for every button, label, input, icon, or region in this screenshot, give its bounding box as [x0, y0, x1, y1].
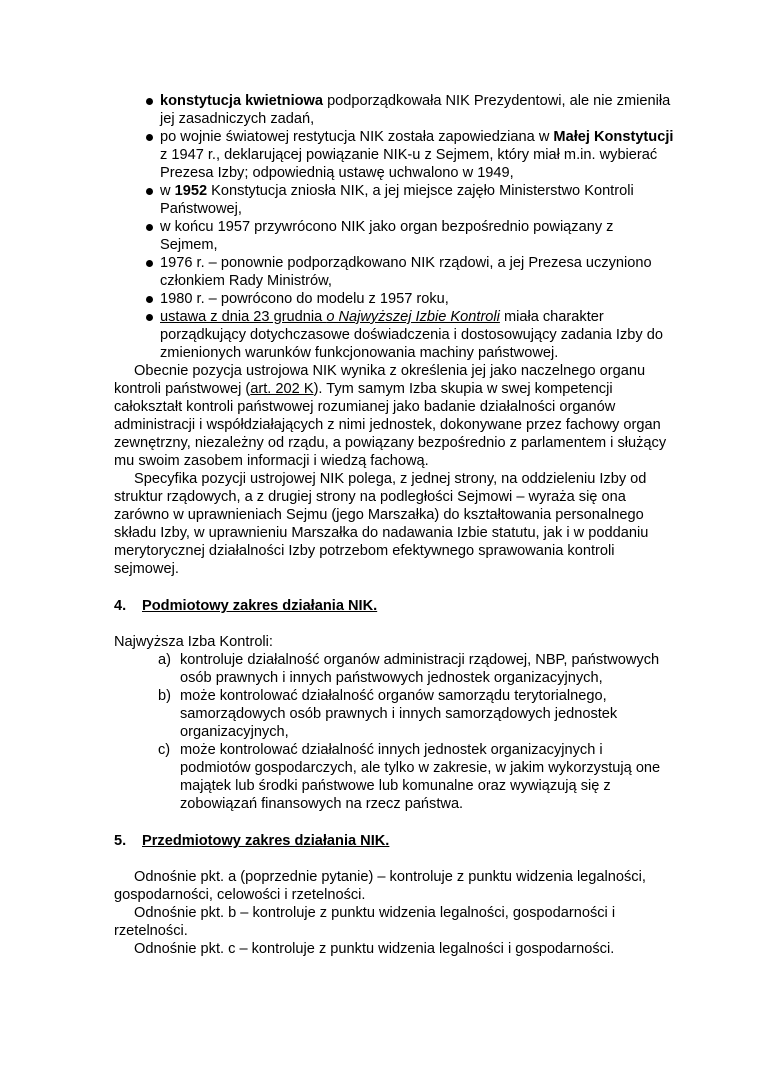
list-item	[148, 92, 674, 128]
list-item	[148, 308, 674, 362]
statute-link[interactable]	[160, 309, 500, 325]
list-item	[148, 128, 674, 182]
page-content	[114, 92, 674, 958]
list-item-text: z 1947 r., deklarującej powiązanie NIK-u z Sejmem, który miał m.in. wybierać Prezesa Izby; odpowiednią ustawę uchwalono w 1949,	[160, 147, 658, 181]
bullet-icon	[146, 134, 153, 141]
list-item-text: Konstytucja zniosła NIK, a jej miejsce zajęło Ministerstwo Kontroli Państwowej,	[160, 183, 634, 217]
list-item-text: w końcu 1957 przywrócono NIK jako organ bezpośrednio powiązany z Sejmem,	[160, 219, 614, 253]
article-link[interactable]: art. 202 K	[250, 381, 314, 397]
statute-title: o Najwyższej Izbie Kontroli	[326, 309, 500, 325]
list-item	[148, 290, 674, 308]
bullet-icon	[146, 314, 153, 321]
list-item	[158, 651, 674, 687]
paragraph-position	[114, 362, 674, 470]
bold-term: 1952	[174, 183, 208, 199]
paragraph-text: ). Tym samym Izba skupia w swej kompetencji całokształt kontroli państwowej rozumianej jako badanie działalności organów administracji i współdziałających z nimi jednostek, dokonywane przez fachowy organ zewnętrzny, niezależny od rządu, a powiązany bezpośrednio z parlamentem i służący mu swoim zasobem informacji i wiedzą fachową.	[114, 381, 667, 469]
paragraph-specifics: Specyfika pozycji ustrojowej NIK polega, z jednej strony, na oddzieleniu Izby od struktur rządowych, a z drugiej strony na podległości Sejmowi – wyraża się ona zarówno w uprawnieniach Sejmu (jego Marszałka) do kształtowania personalnego składu Izby, w uprawnieniu Marszałka do nadawania Izbie statutu, jak i w poddaniu merytorycznej działalności Izby potrzebom efektywnego sprawowania kontroli sejmowej.	[114, 471, 649, 577]
item-label: a)	[158, 652, 171, 668]
list-item	[158, 741, 674, 813]
list-item-text: miała charakter porządkujący dotychczasowe doświadczenia i dostosowujący zadania Izby do zmienionych warunków funkcjonowania machiny państwowej.	[160, 309, 663, 361]
link-text: ustawa z dnia 23 grudnia	[160, 309, 327, 325]
section-title: Podmiotowy zakres działania NIK.	[142, 598, 378, 614]
list-item-text: 1976 r. – ponownie podporządkowano NIK rządowi, a jej Prezesa uczyniono członkiem Rady Ministrów,	[160, 255, 652, 289]
list-item	[148, 218, 674, 254]
list-item	[158, 687, 674, 741]
list-item-text: może kontrolować działalność organów samorządu terytorialnego, samorządowych osób prawnych i innych samorządowych jednostek organizacyjnych,	[180, 688, 618, 740]
list-item-text: w	[160, 183, 175, 199]
section-number: 5.	[114, 833, 127, 849]
bullet-icon	[146, 188, 153, 195]
section-4-heading	[114, 597, 674, 615]
history-bullet-list	[114, 92, 674, 362]
bold-term: Małej Konstytucji	[553, 129, 674, 145]
paragraph-pkt-b: Odnośnie pkt. b – kontroluje z punktu widzenia legalności, gospodarności i rzetelności.	[114, 905, 616, 939]
bullet-icon	[146, 260, 153, 267]
paragraph-pkt-a: Odnośnie pkt. a (poprzednie pytanie) – kontroluje z punktu widzenia legalności, gospodarności, celowości i rzetelności.	[114, 869, 646, 903]
bold-term: konstytucja kwietniowa	[160, 93, 324, 109]
list-item	[148, 182, 674, 218]
item-label: c)	[158, 742, 171, 758]
item-label: b)	[158, 688, 171, 704]
paragraph-pkt-c: Odnośnie pkt. c – kontroluje z punktu widzenia legalności i gospodarności.	[134, 941, 615, 957]
list-item-text: podporządkowała NIK Prezydentowi, ale nie zmieniła jej zasadniczych zadań,	[160, 93, 671, 127]
bullet-icon	[146, 98, 153, 105]
list-item-text: po wojnie światowej restytucja NIK została zapowiedziana w	[160, 129, 554, 145]
section-4-intro: Najwyższa Izba Kontroli:	[114, 634, 273, 650]
list-item-text: może kontrolować działalność innych jednostek organizacyjnych i podmiotów gospodarczych, ale tylko w zakresie, w jakim wykorzystują one majątek lub środki państwowe lub komunalne oraz wywiązują się z zobowiązań finansowych na rzecz państwa.	[180, 742, 661, 812]
section-number: 4.	[114, 598, 127, 614]
list-item	[148, 254, 674, 290]
list-item-text: 1980 r. – powrócono do modelu z 1957 roku,	[160, 291, 449, 307]
bullet-icon	[146, 224, 153, 231]
bullet-icon	[146, 296, 153, 303]
scope-list	[114, 651, 674, 813]
paragraph-text: Obecnie pozycja ustrojowa NIK wynika z określenia jej jako naczelnego organu kontroli państwowej (	[114, 363, 646, 397]
section-title: Przedmiotowy zakres działania NIK.	[142, 833, 390, 849]
list-item-text: kontroluje działalność organów administracji rządowej, NBP, państwowych osób prawnych i innych państwowych jednostek organizacyjnych,	[180, 652, 660, 686]
section-5-heading	[114, 832, 674, 850]
